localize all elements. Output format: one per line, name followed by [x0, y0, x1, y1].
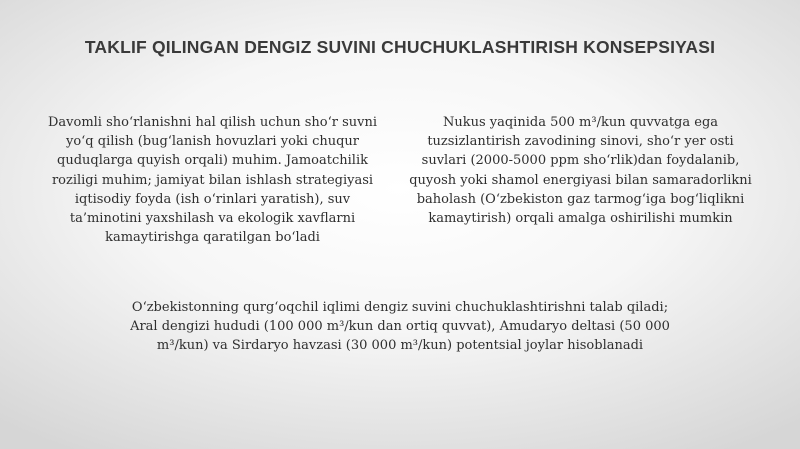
- left-paragraph: Davomli sho‘rlanishni hal qilish uchun sho‘r suvni yo‘q qilish (bug‘lanish hovuzlari yoki chuqur quduqlarga quyish orqali) muhim. Jamoatchilik roziligi muhim; jamiyat bilan ishlash strategiyasi iqtisodiy foyda (ish o‘rinlari yaratish), suv ta’minotini yaxshilash va ekologik xavflarni kamaytirishga qaratilgan bo‘ladi: [47, 115, 378, 246]
- right-paragraph: Nukus yaqinida 500 m³/kun quvvatga ega tuzsizlantirish zavodining sinovi, sho‘r yer osti suvlari (2000-5000 ppm sho‘rlik)dan foydalanib, quyosh yoki shamol energiyasi bilan samaradorlikni baholash (O‘zbekiston gaz tarmog‘iga bog‘liqlikni kamaytirish) orqali amalga oshirilishi mumkin: [409, 115, 752, 227]
- slide-title: TAKLIF QILINGAN DENGIZ SUVINI CHUCHUKLASHTIRISH KONSEPSIYASI: [84, 37, 716, 57]
- bottom-paragraph: O‘zbekistonning qurg‘oqchil iqlimi dengiz suvini chuchuklashtirishni talab qiladi; Aral dengizi hududi (100 000 m³/kun dan ortiq quvvat), Amudaryo deltasi (50 000 m³/kun) va Sirdaryo havzasi (30 000 m³/kun) potentsial joylar hisoblanadi: [130, 300, 670, 354]
